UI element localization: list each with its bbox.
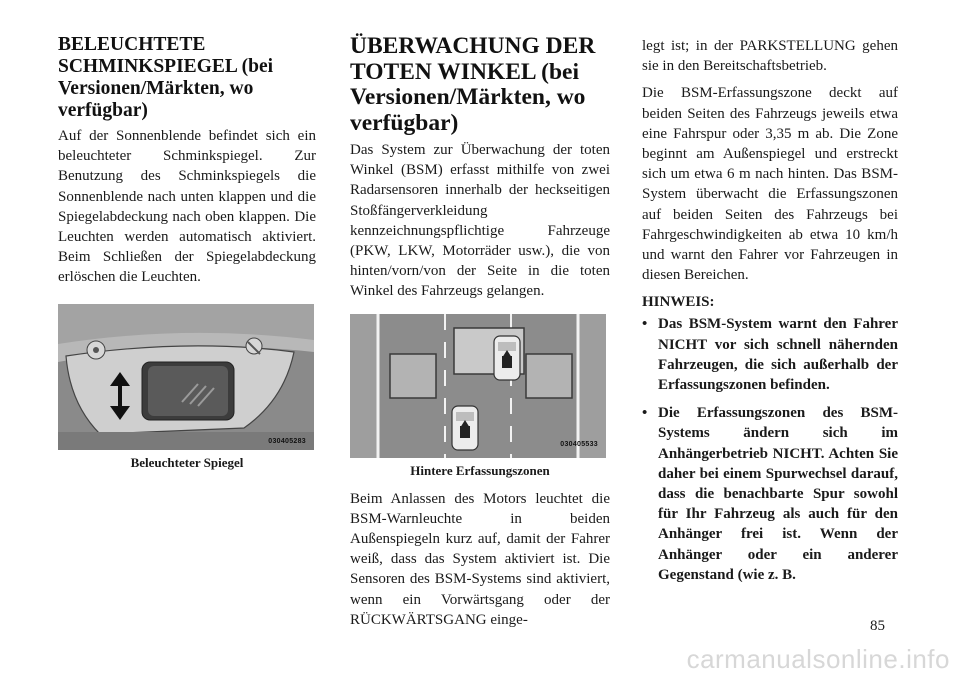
section-heading-vanity-mirror: BELEUCHTETE SCHMINKSPIEGEL (bei Versionen/Märkten, wo verfügbar) <box>58 34 274 121</box>
detection-zones-image <box>350 314 606 458</box>
detection-zone-paragraph: Die BSM-Erfassungszone deckt auf beiden Seiten des Fahrzeugs jeweils etwa eine Fahrspur oder 3,35 m ab. Die Zone beginnt am Außenspiegel und erstreckt sich um etwa 6 m nach hinten. Das BSM-System überwacht die Erfassungszonen auf beiden Seiten des Fahrzeugs bei Fahrgeschwindigkeiten ab etwa 10 km/h und warnt den Fahrer vor Fahrzeugen in diesen Bereichen. <box>642 85 898 284</box>
left-column <box>58 34 316 471</box>
note-item <box>642 314 898 395</box>
parking-paragraph: legt ist; in der PARKSTELLUNG gehen sie in den Bereitschaftsbetrieb. <box>642 38 898 75</box>
vanity-mirror-figure <box>58 304 316 471</box>
figure-code: 030405533 <box>560 440 598 448</box>
bullet: • <box>642 316 648 333</box>
road-lanes-illustration <box>350 314 606 458</box>
note-title: HINWEIS: <box>642 294 715 311</box>
detection-zones-figure <box>350 314 610 479</box>
figure-code: 030405283 <box>268 437 306 445</box>
note-text: Die Erfassungszonen des BSM-Systems ändern sich im Anhängerbetrieb NICHT. Achten Sie daher bei einem Spurwechsel darauf, dass die benachbarte Spur sowohl für Ihr Fahrzeug als auch für den Anhänger frei ist. Wenn der Anhänger oder ein anderer Gegenstand (wie z. B. <box>658 405 898 583</box>
vanity-mirror-paragraph: Auf der Sonnenblende befindet sich ein beleuchteter Schminkspiegel. Zur Benutzung des Schminkspiegels die Sonnenblende nach unten klappen und die Spiegelabdeckung nach oben klappen. Die Leuchten werden automatisch aktiviert. Beim Schließen der Spiegelabdeckung erlöschen die Leuchten. <box>58 128 316 286</box>
middle-column <box>350 34 610 630</box>
blind-spot-activation-paragraph: Beim Anlassen des Motors leuchtet die BSM-Warnleuchte in beiden Außenspiegeln kurz auf, damit der Fahrer weiß, dass das System aktiviert ist. Die Sensoren des BSM-Systems sind aktiviert, wenn ein Vorwärtsgang oder der RÜCKWÄRTSGANG einge- <box>350 490 610 628</box>
note-text: Das BSM-System warnt den Fahrer NICHT vor sich schnell nähernden Fahrzeugen, die sich außerhalb der Erfassungszonen befinden. <box>658 316 898 394</box>
right-column <box>642 36 898 593</box>
page-number: 85 <box>870 618 885 634</box>
figure-caption: Beleuchteter Spiegel <box>130 454 244 470</box>
note-item <box>642 403 898 585</box>
figure-caption: Hintere Erfassungszonen <box>410 462 550 478</box>
watermark: carmanualsonline.info <box>686 644 950 674</box>
notes-list <box>642 314 898 585</box>
bullet: • <box>642 405 648 422</box>
section-heading-blind-spot: ÜBERWACHUNG DER TOTEN WINKEL (bei Versionen/Märkten, wo verfügbar) <box>350 33 596 136</box>
blind-spot-intro-paragraph: Das System zur Überwachung der toten Winkel (BSM) erfasst mithilfe von zwei Radarsensoren innerhalb der heckseitigen Stoßfängerverkleidung kennzeichnungspflichtige Fahrzeuge (PKW, LKW, Motorräder usw.), die von hinten/vorn/von der Seite in die toten Winkel des Fahrzeugs gelangen. <box>350 142 610 300</box>
vanity-mirror-image <box>58 304 314 450</box>
sun-visor-illustration <box>58 304 314 450</box>
